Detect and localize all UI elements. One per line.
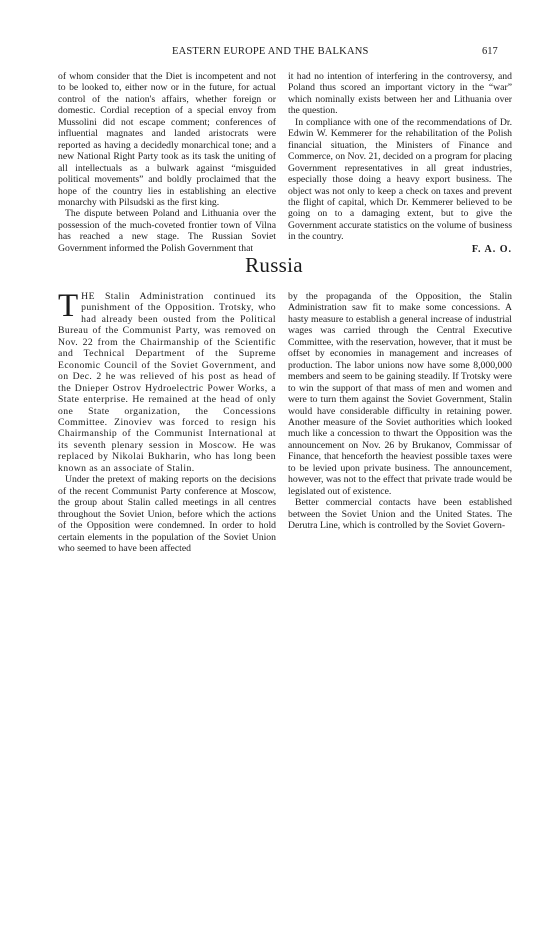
paragraph: it had no intention of interfering in the controversy, and Poland thus scored an important victory in the “war” which nominally exists between her and Lithuania over the question. (288, 71, 512, 117)
running-head (0, 46, 548, 60)
running-title: EASTERN EUROPE AND THE BALKANS (172, 46, 369, 57)
section-title: Russia (245, 253, 303, 277)
paragraph: by the propaganda of the Opposition, the Stalin Administration saw fit to make some concessions. A hasty measure to establish a general increase of industrial wages was carried through the Central Executive Committee, with the reservation, however, that it must be offset by economies in management and increases of production. The labor unions now have some 8,000,000 members and seem to be gaining steadily. If Trotsky were to win the support of that mass of men and women and were to turn them against the Soviet Government, Stalin would have considerable difficulty in retaining power. Another measure of the Soviet authorities which looked much like a concession to thwart the Opposition was the announcement on Nov. 26 by Brukanov, Commissar of Finance, that henceforth the heaviest possible taxes were to be levied upon private business. The announcement, however, was not to the effect that private trade would be legislated out of existence. (288, 291, 512, 497)
paragraph: In compliance with one of the recommendations of Dr. Edwin W. Kemmerer for the rehabilitation of the Polish financial situation, the Ministers of Finance and Commerce, on Nov. 21, decided on a program for placing Government representatives in all great industries, especially those doing a heavy export business. The object was not only to keep a check on taxes and prevent the flight of capital, which Dr. Kemmerer believed to be going on to a damaging extent, but to give the Government accurate statistics on the volume of business in the country. (288, 116, 512, 243)
drop-cap: T (58, 288, 79, 324)
paragraph: The dispute between Poland and Lithuania over the possession of the much-coveted frontier town of Vilna has reached a new stage. The Russian Soviet Government informed the Polish Government that (58, 208, 276, 254)
paragraph (58, 288, 276, 474)
page-number: 617 (482, 46, 498, 57)
russia-right-column (288, 291, 512, 532)
russia-left-column (58, 288, 276, 554)
paragraph: Better commercial contacts have been established between the Soviet Union and the United States. The Derutra Line, which is controlled by the Soviet Govern- (288, 497, 512, 532)
top-left-column (58, 71, 276, 254)
author-initials: F. A. O. (471, 243, 512, 255)
paragraph: Under the pretext of making reports on the decisions of the recent Communist Party conference at Moscow, the group about Stalin called meetings in all centres throughout the Soviet Union, before which the actions of the Opposition were condemned. In order to hold certain elements in the population of the Soviet Union who seemed to have been affected (58, 474, 276, 554)
top-right-column (288, 71, 512, 255)
paragraph-text: HE Stalin Administration continued its punishment of the Opposition. Trotsky, who had already been ousted from the Political Bureau of the Communist Party, was removed on Nov. 22 from the Chairmanship of the Scientific and Technical Department of the Supreme Economic Council of the Soviet Government, and on Dec. 2 he was relieved of his post as head of the Dnieper Ostrov Hydroelectric Power Works, a State enterprise. He remained at the head of only one State organization, the Concessions Committee. Zinoviev was forced to resign his Chairmanship of the Communist International at its seventh plenary session in Moscow. He was replaced by Nikolai Bukharin, who has long been known as an associate of Stalin. (58, 291, 276, 474)
paragraph: of whom consider that the Diet is incompetent and not to be looked to, either now or in the future, for actual control of the nation's affairs, whether foreign or domestic. Cordial reception of a special envoy from Mussolini did not escape comment; conferences of influential magnates and landed aristocrats were reported as having a decidedly monarchical tone; and a new National Right Party took as its task the uniting of all intellectuals as a bulwark against “misguided political movements” and boldly proclaimed that the hope of the country lies in establishing an elective monarchy with Pilsudski as the first king. (58, 71, 276, 208)
